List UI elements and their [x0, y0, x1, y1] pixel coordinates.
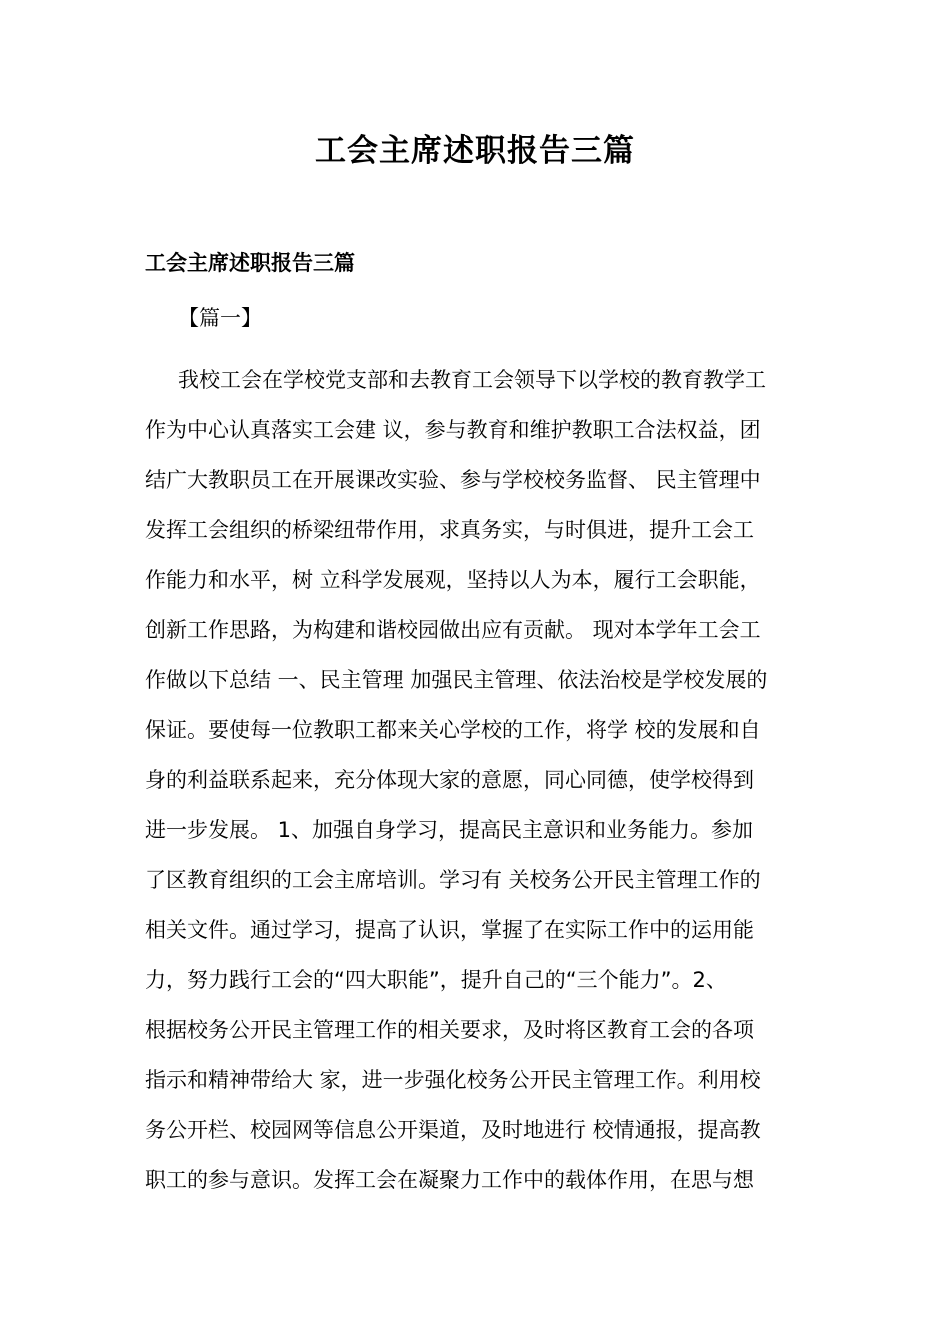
body-line: 作做以下总结 一、民主管理 加强民主管理、依法治校是学校发展的: [145, 668, 768, 692]
body-line: 我校工会在学校党支部和去教育工会领导下以学校的教育教学工: [178, 368, 766, 392]
body-line: 相关文件。通过学习，提高了认识，掌握了在实际工作中的运用能: [145, 918, 754, 942]
part-label: 【篇一】: [178, 306, 262, 330]
body-line: 务公开栏、校园网等信息公开渠道，及时地进行 校情通报，提高教: [145, 1118, 761, 1142]
body-line: 创新工作思路，为构建和谐校园做出应有贡献。 现对本学年工会工: [145, 618, 761, 642]
document-title: 工会主席述职报告三篇: [315, 133, 635, 169]
body-line: 保证。要使每一位教职工都来关心学校的工作，将学 校的发展和自: [145, 718, 761, 742]
body-line: 力，努力践行工会的“四大职能”，提升自己的“三个能力”。2、: [145, 968, 727, 992]
section-heading: 工会主席述职报告三篇: [145, 251, 355, 275]
body-line: 根据校务公开民主管理工作的相关要求，及时将区教育工会的各项: [145, 1018, 754, 1042]
body-line: 身的利益联系起来，充分体现大家的意愿，同心同德，使学校得到: [145, 768, 754, 792]
body-line: 作为中心认真落实工会建 议，参与教育和维护教职工合法权益，团: [145, 418, 761, 442]
body-line: 职工的参与意识。发挥工会在凝聚力工作中的载体作用，在思与想: [145, 1168, 754, 1192]
body-paragraph: [145, 355, 810, 1205]
body-line: 指示和精神带给大 家，进一步强化校务公开民主管理工作。利用校: [145, 1068, 761, 1092]
body-line: 结广大教职员工在开展课改实验、参与学校校务监督、 民主管理中: [145, 468, 761, 492]
body-line: 了区教育组织的工会主席培训。学习有 关校务公开民主管理工作的: [145, 868, 761, 892]
body-line: 进一步发展。 1、加强自身学习，提高民主意识和业务能力。参加: [145, 818, 754, 842]
body-line: 作能力和水平，树 立科学发展观，坚持以人为本，履行工会职能，: [145, 568, 761, 592]
body-line: 发挥工会组织的桥梁纽带作用，求真务实，与时俱进，提升工会工: [145, 518, 754, 542]
